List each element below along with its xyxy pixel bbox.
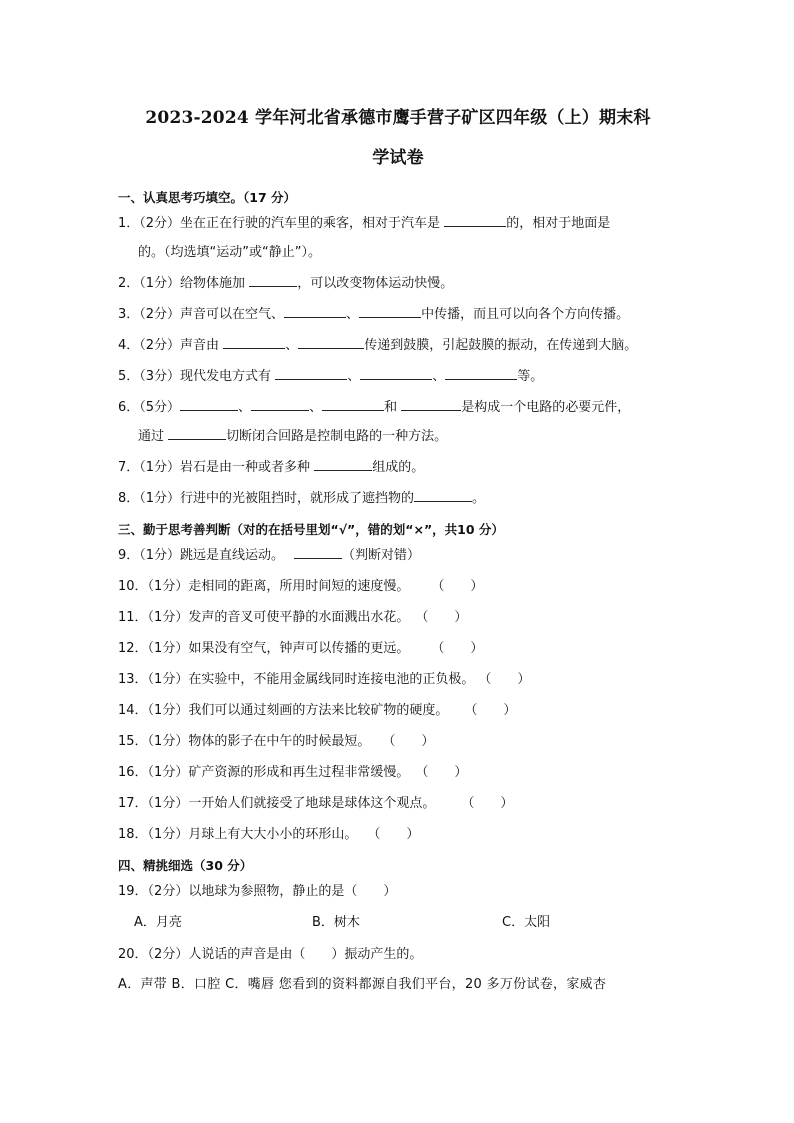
question-3-text-2: 中传播，而且可以向各个方向传播。 bbox=[421, 307, 630, 322]
answer-blank bbox=[322, 396, 384, 411]
section-heading-3: 三、勤于思考善判断（对的在括号里划“√”，错的划“×”，共10 分） bbox=[118, 522, 504, 537]
question-6-text: 6．（5分） bbox=[118, 400, 181, 415]
question-19 bbox=[118, 876, 678, 907]
question-20-stem: 20．（2分）人说话的声音是由（ ）振动产生的。 bbox=[118, 947, 423, 962]
judge-text: 14．（1分）我们可以通过刻画的方法来比较矿物的硬度。 bbox=[118, 703, 449, 718]
judge-text: 9．（1分）跳远是直线运动。 bbox=[118, 548, 285, 563]
question-6-and: 和 bbox=[384, 400, 402, 415]
question-20-choices-line: A．声带 B．口腔 C．嘴唇 您看到的资料都源自我们平台，20 多万份试卷，家威杏 bbox=[118, 977, 607, 992]
question-12 bbox=[118, 633, 678, 664]
question-3-sep: 、 bbox=[346, 307, 360, 322]
answer-blank bbox=[314, 456, 372, 471]
answer-blank bbox=[298, 334, 364, 349]
question-1-text-2: 的，相对于地面是 bbox=[506, 216, 611, 231]
answer-parentheses: （ ） bbox=[431, 579, 484, 594]
answer-blank bbox=[223, 334, 285, 349]
question-5 bbox=[118, 361, 678, 392]
answer-blank bbox=[294, 544, 342, 559]
judge-text: 13．（1分）在实验中，不能用金属线同时连接电池的正负极。 bbox=[118, 672, 475, 687]
question-4-text: 4．（2分）声音由 bbox=[118, 338, 224, 353]
question-16 bbox=[118, 757, 678, 788]
judge-text: 11．（1分）发声的音叉可使平静的水面溅出水花。 bbox=[118, 610, 410, 625]
answer-blank bbox=[168, 425, 226, 440]
answer-blank bbox=[401, 396, 461, 411]
question-5-text-2: 等。 bbox=[517, 369, 544, 384]
question-18 bbox=[118, 819, 678, 850]
answer-parentheses: （ ） bbox=[464, 703, 517, 718]
answer-parentheses: （ ） bbox=[478, 672, 531, 687]
question-6-sep-2: 、 bbox=[309, 400, 323, 415]
question-3-text: 3．（2分）声音可以在空气、 bbox=[118, 307, 285, 322]
question-5-sep-2: 、 bbox=[432, 369, 446, 384]
question-6-text-4: 切断闭合回路是控制电路的一种方法。 bbox=[226, 429, 448, 444]
question-6-sep: 、 bbox=[238, 400, 252, 415]
answer-blank bbox=[284, 303, 346, 318]
question-17 bbox=[118, 788, 678, 819]
answer-blank bbox=[444, 212, 506, 227]
question-2 bbox=[118, 268, 678, 299]
section-heading-4: 四、精挑细选（30 分） bbox=[118, 858, 253, 873]
judge-text: 10．（1分）走相同的距离，所用时间短的速度慢。 bbox=[118, 579, 410, 594]
choice-c[interactable]: C．太阳 bbox=[502, 915, 551, 930]
question-4-text-2: 传递到鼓膜，引起鼓膜的振动，在传递到大脑。 bbox=[364, 338, 638, 353]
question-4 bbox=[118, 330, 678, 361]
question-9 bbox=[118, 540, 678, 571]
question-6-text-2: 是构成一个电路的必要元件， bbox=[461, 400, 631, 415]
judge-text: 17．（1分）一开始人们就接受了地球是球体这个观点。 bbox=[118, 796, 436, 811]
question-6 bbox=[118, 392, 678, 452]
question-1-continuation: 的。（均选填“运动”或“静止”）。 bbox=[138, 245, 321, 260]
exam-page bbox=[118, 100, 678, 1000]
judge-text: 18．（1分）月球上有大大小小的环形山。 bbox=[118, 827, 358, 842]
answer-blank bbox=[249, 272, 297, 287]
answer-parentheses: （ ） bbox=[431, 641, 484, 656]
question-20 bbox=[118, 939, 678, 970]
question-7 bbox=[118, 452, 678, 483]
question-2-text-2: ，可以改变物体运动快慢。 bbox=[297, 276, 454, 291]
question-1-text: 1．（2分）坐在正在行驶的汽车里的乘客，相对于汽车是 bbox=[118, 216, 445, 231]
question-19-choices bbox=[118, 907, 678, 939]
answer-parentheses: （ ） bbox=[382, 734, 435, 749]
judge-text: 12．（1分）如果没有空气，钟声可以传播的更远。 bbox=[118, 641, 410, 656]
answer-parentheses: （ ） bbox=[461, 796, 514, 811]
answer-parentheses: （ ） bbox=[415, 765, 468, 780]
judge-text: 15．（1分）物体的影子在中午的时候最短。 bbox=[118, 734, 371, 749]
answer-parentheses: （ ） bbox=[367, 827, 420, 842]
question-8-text: 8．（1分）行进中的光被阻挡时，就形成了遮挡物的 bbox=[118, 491, 415, 506]
question-6-text-3: 通过 bbox=[138, 429, 169, 444]
question-4-sep: 、 bbox=[285, 338, 299, 353]
judge-suffix: （判断对错） bbox=[342, 548, 421, 563]
choice-a[interactable]: A．月亮 bbox=[134, 915, 182, 930]
answer-blank bbox=[445, 365, 517, 380]
answer-blank bbox=[180, 396, 238, 411]
question-15 bbox=[118, 726, 678, 757]
answer-blank bbox=[414, 487, 472, 502]
question-6-continuation bbox=[118, 421, 678, 452]
question-8-text-2: 。 bbox=[472, 491, 486, 506]
question-11 bbox=[118, 602, 678, 633]
question-3 bbox=[118, 299, 678, 330]
judge-text: 16．（1分）矿产资源的形成和再生过程非常缓慢。 bbox=[118, 765, 410, 780]
answer-parentheses: （ ） bbox=[415, 610, 468, 625]
question-19-stem: 19．（2分）以地球为参照物，静止的是（ ） bbox=[118, 884, 397, 899]
question-10 bbox=[118, 571, 678, 602]
choice-b[interactable]: B．树木 bbox=[312, 915, 360, 930]
question-5-text: 5．（3分）现代发电方式有 bbox=[118, 369, 276, 384]
title-line-2: 学试卷 bbox=[372, 148, 424, 168]
answer-blank bbox=[275, 365, 347, 380]
question-2-text: 2．（1分）给物体施加 bbox=[118, 276, 250, 291]
exam-title bbox=[118, 100, 678, 176]
question-14 bbox=[118, 695, 678, 726]
question-1 bbox=[118, 208, 678, 268]
question-7-text-2: 组成的。 bbox=[372, 460, 425, 475]
answer-blank bbox=[251, 396, 309, 411]
question-8 bbox=[118, 483, 678, 514]
answer-blank bbox=[360, 365, 432, 380]
question-7-text: 7．（1分）岩石是由一种或者多种 bbox=[118, 460, 315, 475]
title-line-1: 2023-2024 学年河北省承德市鹰手营子矿区四年级（上）期末科 bbox=[145, 108, 651, 128]
answer-blank bbox=[359, 303, 421, 318]
section-heading-1: 一、认真思考巧填空。（17 分） bbox=[118, 190, 296, 205]
question-5-sep: 、 bbox=[347, 369, 361, 384]
question-13 bbox=[118, 664, 678, 695]
